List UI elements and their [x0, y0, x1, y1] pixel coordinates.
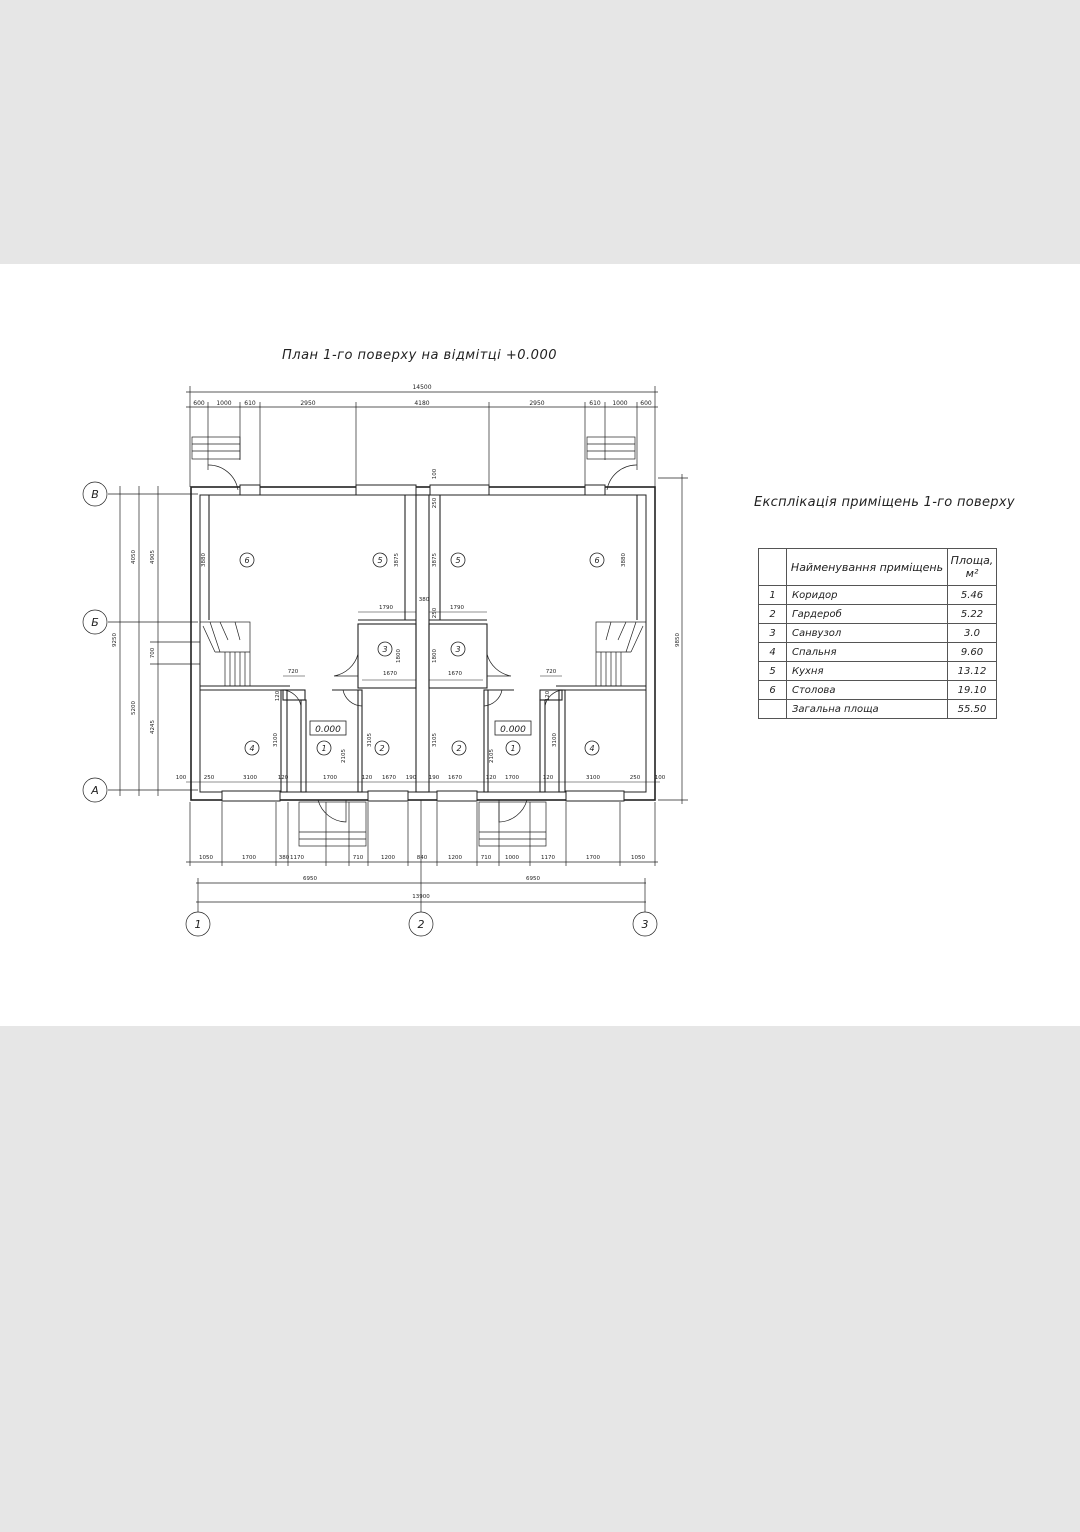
row-number: 1: [759, 586, 787, 605]
dim-bottom: 1200: [381, 855, 395, 861]
inner-dim: 250: [432, 497, 438, 509]
row-number: 4: [759, 643, 787, 662]
inner-dim: 1670: [382, 775, 396, 781]
axis-number: 3: [641, 918, 649, 931]
room-number: 6: [244, 556, 250, 565]
dim-top: 1000: [216, 400, 232, 407]
dim-top: 4180: [414, 400, 430, 407]
row-name: Санвузол: [787, 624, 948, 643]
top-porches: [192, 437, 637, 490]
row-area: 5.46: [948, 586, 997, 605]
dim-top: 2950: [300, 400, 316, 407]
level-marks: [310, 721, 531, 735]
inner-dim: 1670: [448, 775, 462, 781]
dim-bottom: 840: [416, 855, 428, 861]
door-swings: [284, 654, 562, 822]
dim-left: 9250: [112, 633, 118, 647]
plan-title: План 1-го поверху на відмітці +0.000: [282, 348, 557, 363]
row-name: Коридор: [787, 586, 948, 605]
row-area: 13.12: [948, 662, 997, 681]
inner-dim: 250: [432, 607, 438, 619]
row-number: [759, 700, 787, 719]
explication-table: [758, 548, 997, 719]
level-mark-left: 0.000: [315, 725, 341, 735]
dim-bottom: 710: [480, 855, 492, 861]
row-number: 6: [759, 681, 787, 700]
row-number: 3: [759, 624, 787, 643]
row-name: Столова: [787, 681, 948, 700]
room-circles: [240, 553, 604, 755]
row-number: 5: [759, 662, 787, 681]
interior-walls: [200, 495, 646, 792]
inner-dim: 100: [654, 775, 666, 781]
bottom-dimensions: [186, 800, 658, 936]
dim-top: 610: [244, 400, 256, 407]
room-number: 6: [594, 556, 600, 565]
table-row: [759, 605, 997, 624]
inner-dim: 3105: [367, 733, 373, 747]
header-area-label: Площа,: [950, 554, 994, 567]
room-number: 5: [455, 556, 461, 565]
inner-dim: 120: [542, 775, 554, 781]
inner-dim: 1790: [450, 605, 464, 611]
inner-dim: 2105: [341, 749, 347, 763]
row-name: Гардероб: [787, 605, 948, 624]
dim-overall-width: 14500: [412, 384, 432, 391]
dim-top: 2950: [529, 400, 545, 407]
room-number: 2: [456, 744, 462, 753]
dim-bottom: 1000: [505, 855, 519, 861]
dim-left: 4905: [150, 550, 156, 564]
inner-dim: 3100: [552, 733, 558, 747]
row-name: Спальня: [787, 643, 948, 662]
inner-dim: 1800: [432, 649, 438, 663]
dim-top: 600: [640, 400, 652, 407]
inner-dim: 3875: [394, 553, 400, 567]
room-number: 2: [379, 744, 385, 753]
inner-dim: 120: [275, 690, 281, 702]
inner-dim: 3880: [201, 553, 207, 567]
dim-bottom: 1170: [541, 855, 555, 861]
explication-title: Експлікація приміщень 1-го поверху: [754, 495, 1015, 510]
axis-number: 1: [194, 918, 202, 931]
row-area: 5.22: [948, 605, 997, 624]
room-number: 3: [455, 645, 461, 654]
row-name: Кухня: [787, 662, 948, 681]
header-name: Найменування приміщень: [787, 549, 948, 586]
dim-half-width: 6950: [526, 876, 540, 882]
dim-half-width: 6950: [303, 876, 317, 882]
room-number: 1: [510, 744, 516, 753]
dim-left: 700: [150, 647, 156, 659]
inner-dim: 1700: [505, 775, 519, 781]
outer-walls: [191, 485, 655, 801]
dim-left: 4245: [150, 720, 156, 734]
inner-dim: 250: [629, 775, 641, 781]
inner-dim: 3100: [243, 775, 257, 781]
inner-dim: 120: [485, 775, 497, 781]
inner-dim: 250: [203, 775, 215, 781]
dim-bottom: 1050: [631, 855, 645, 861]
dim-bottom: 1170: [290, 855, 304, 861]
inner-dim: 3875: [432, 553, 438, 567]
dim-top: 600: [193, 400, 205, 407]
inner-dim: 2105: [489, 749, 495, 763]
left-dimensions: [83, 482, 200, 802]
table-row-total: [759, 700, 997, 719]
table-row: [759, 624, 997, 643]
top-dim-labels: [193, 384, 652, 407]
inner-dim: 3880: [621, 553, 627, 567]
dim-top: 610: [589, 400, 601, 407]
inner-dim: 120: [361, 775, 373, 781]
room-number: 4: [249, 744, 255, 753]
inner-dim: 3100: [586, 775, 600, 781]
inner-dim: 380: [418, 597, 430, 603]
row-area: 3.0: [948, 624, 997, 643]
row-area: 19.10: [948, 681, 997, 700]
inner-dim: 1790: [379, 605, 393, 611]
header-number: [759, 549, 787, 586]
dim-left: 4050: [131, 550, 137, 564]
row-number: 2: [759, 605, 787, 624]
header-area-unit: м²: [965, 567, 979, 580]
table-row: [759, 643, 997, 662]
row-area: 55.50: [948, 700, 997, 719]
axis-number: 2: [417, 918, 425, 931]
inner-dim: 1670: [383, 671, 397, 677]
inner-dim: 720: [545, 669, 557, 675]
dim-bottom: 1200: [448, 855, 462, 861]
inner-dim: 100: [432, 468, 438, 480]
inner-dim: 120: [545, 690, 551, 702]
table-row: [759, 681, 997, 700]
dim-right: 9850: [675, 633, 681, 647]
dim-bottom: 1050: [199, 855, 213, 861]
dim-left: 5200: [131, 701, 137, 715]
room-number: 4: [589, 744, 595, 753]
inner-dim: 720: [287, 669, 299, 675]
dim-top: 1000: [612, 400, 628, 407]
inner-dim: 190: [428, 775, 440, 781]
drawing-sheet: [0, 264, 1080, 1026]
right-dimension: [658, 474, 688, 804]
axis-letter: Б: [91, 616, 99, 629]
dim-bottom: 710: [352, 855, 364, 861]
inner-dim: 1670: [448, 671, 462, 677]
axis-letter: А: [91, 784, 99, 797]
inner-dim: 1800: [396, 649, 402, 663]
table-row: [759, 662, 997, 681]
row-area: 9.60: [948, 643, 997, 662]
room-number: 3: [382, 645, 388, 654]
room-number: 5: [377, 556, 383, 565]
dim-bottom: 1700: [242, 855, 256, 861]
table-row: [759, 586, 997, 605]
inner-dim: 100: [175, 775, 187, 781]
axis-letter: В: [91, 488, 99, 501]
bottom-porches: [299, 802, 546, 846]
header-area: [948, 549, 997, 586]
inner-dim-lines: [186, 612, 660, 782]
internal-stairs: [200, 622, 646, 686]
room-number: 1: [321, 744, 327, 753]
row-name: Загальна площа: [787, 700, 948, 719]
inner-dim: 3105: [432, 733, 438, 747]
dim-overall-axes: 13900: [412, 894, 430, 900]
level-mark-right: 0.000: [500, 725, 526, 735]
inner-dim: 1700: [323, 775, 337, 781]
inner-dim: 120: [277, 775, 289, 781]
inner-dim: 3100: [273, 733, 279, 747]
dim-bottom: 1700: [586, 855, 600, 861]
inner-dim: 190: [405, 775, 417, 781]
dim-bottom: 380: [278, 855, 290, 861]
table-header-row: [759, 549, 997, 586]
